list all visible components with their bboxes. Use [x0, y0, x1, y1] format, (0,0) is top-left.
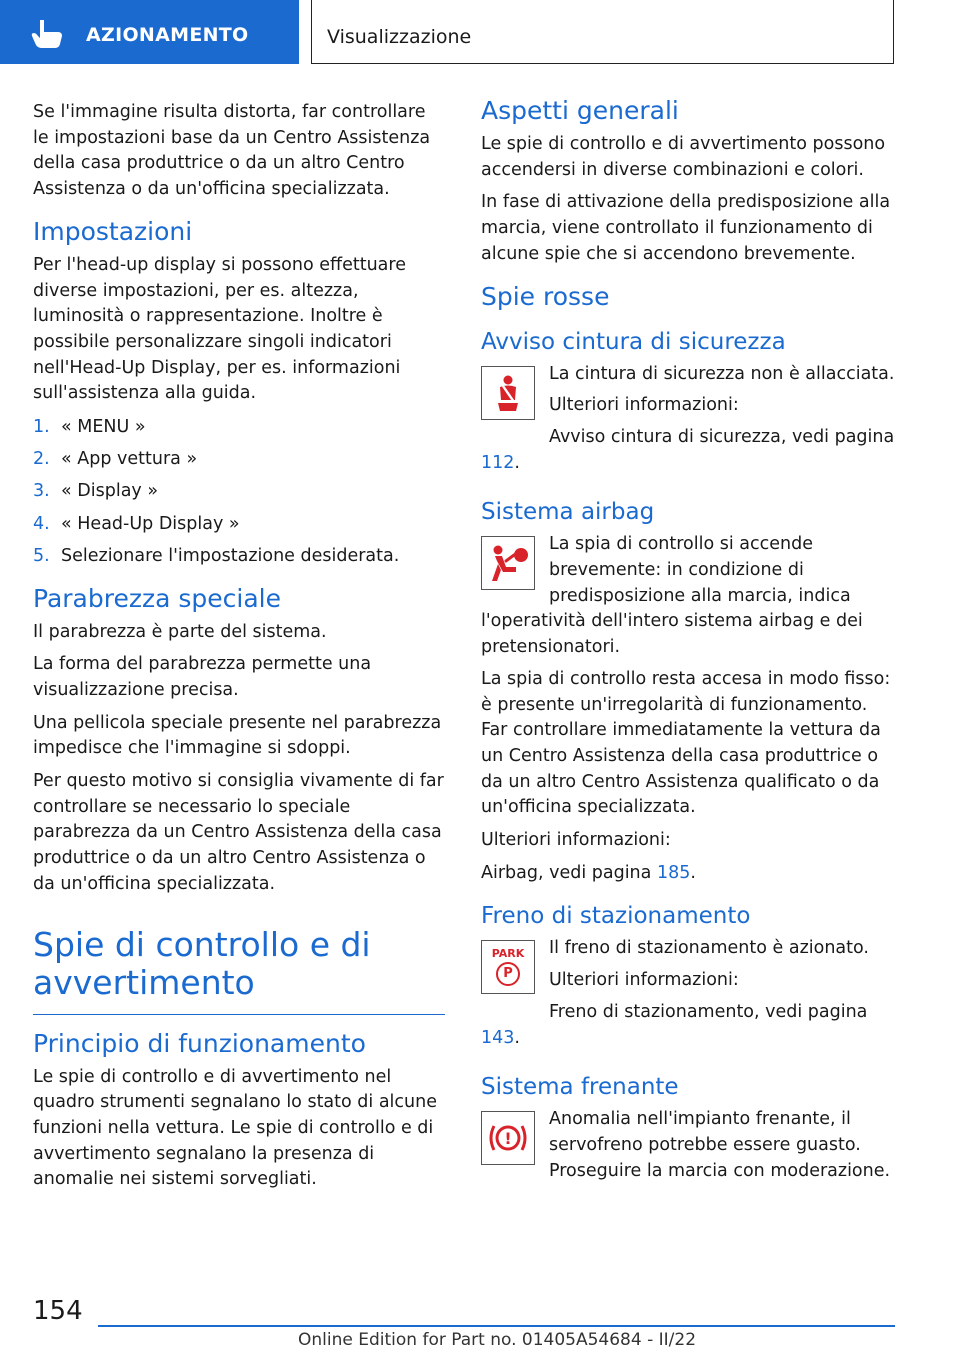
principle-paragraph: Le spie di controllo e di avvertimento nel quadro strumenti segnalano lo stato di alcune funzioni nella vettura. Le spie di controllo e di avvertimento segnalano la presenza di anomalie nei sistemi sorvegliati.: [33, 1066, 437, 1190]
brake-heading: Sistema frenante: [481, 1074, 679, 1101]
seatbelt-lamp: [481, 362, 895, 483]
svg-text:!: !: [504, 1129, 512, 1149]
general-paragraph: Le spie di controllo e di avvertimento possono accendersi in diverse combinazioni e colori.: [481, 134, 886, 180]
page-header: [311, 0, 894, 64]
seatbelt-reference: Avviso cintura di sicurezza, vedi pagina 112.: [481, 426, 895, 473]
footer-edition: Online Edition for Part no. 01405A54684 - II/22: [298, 1330, 697, 1350]
right-column: [481, 96, 895, 1190]
settings-heading: Impostazioni: [33, 216, 193, 246]
chapter-title: Spie di controllo e di avvertimento: [33, 926, 445, 1015]
parking-lamp: [481, 936, 895, 1057]
hand-icon: [30, 18, 64, 50]
page-link[interactable]: 185: [656, 862, 691, 883]
windshield-paragraph: Una pellicola speciale presente nel parabrezza impedisce che l'immagine si sdoppi.: [33, 712, 442, 759]
airbag-text-2: La spia di controllo resta accesa in modo fisso: è presente un'irregolarità di funzionamento. Far controllare immediatamente la vettura da un Centro Assistenza della casa produttrice o da un altro Centro Assistenza qualificato o da un'officina specializzata.: [481, 668, 891, 818]
general-paragraph: In fase di attivazione della predisposizione alla marcia, viene controllato il funzionamento di alcune spie che si accendono brevemente.: [481, 192, 891, 264]
brake-warning-icon: [481, 1111, 535, 1165]
airbag-reference: Airbag, vedi pagina 185.: [481, 862, 696, 883]
general-heading: Aspetti generali: [481, 96, 679, 125]
list-item: 1. « MENU »: [33, 417, 146, 438]
brake-lamp: [481, 1107, 895, 1190]
list-item: 4. « Head-Up Display »: [33, 513, 240, 534]
list-item: 2. « App vettura »: [33, 449, 198, 470]
left-column: [33, 100, 445, 1200]
parking-more: Ulteriori informazioni:: [549, 970, 739, 991]
section-tab: [0, 0, 299, 64]
page-title: Visualizzazione: [327, 26, 472, 48]
windshield-paragraph: Per questo motivo si consiglia vivamente di far controllare se necessario lo speciale parabrezza da un Centro Assistenza della casa produttrice o da un altro Centro Assistenza o da un'officina specializzata.: [33, 771, 444, 894]
parking-reference: Freno di stazionamento, vedi pagina 143.: [481, 1001, 868, 1048]
seatbelt-more: Ulteriori informazioni:: [549, 395, 739, 416]
seatbelt-warning-icon: [481, 366, 535, 420]
parking-heading: Freno di stazionamento: [481, 903, 751, 930]
red-lamps-heading: Spie rosse: [481, 281, 610, 311]
airbag-more: Ulteriori informazioni:: [481, 830, 671, 851]
settings-paragraph: Per l'head-up display si possono effettuare diverse impostazioni, per es. altezza, luminosità o rappresentazione. Inoltre è possibile personalizzare singoli indicatori nell'Head-Up Display, per es. informazioni sull'assistenza alla guida.: [33, 254, 406, 404]
windshield-paragraph: Il parabrezza è parte del sistema.: [33, 621, 327, 642]
page-link[interactable]: 143: [481, 1027, 515, 1048]
settings-steps: [33, 415, 445, 570]
principle-heading: Principio di funzionamento: [33, 1028, 366, 1058]
airbag-lamp: [481, 532, 895, 667]
section-label: AZIONAMENTO: [86, 24, 249, 46]
footer-divider: [98, 1325, 895, 1327]
airbag-icon: [481, 536, 535, 590]
intro-paragraph: Se l'immagine risulta distorta, far controllare le impostazioni base da un Centro Assistenza della casa produttrice o da un altro Centro Assistenza o da un'officina specializzata.: [33, 102, 431, 200]
list-item: 5. Selezionare l'impostazione desiderata.: [33, 545, 400, 566]
windshield-paragraph: La forma del parabrezza permette una visualizzazione precisa.: [33, 654, 372, 700]
seatbelt-text: La cintura di sicurezza non è allacciata.: [549, 363, 895, 384]
airbag-text: La spia di controllo si accende brevemente: in condizione di predisposizione alla marcia, indica l'operatività dell'intero sistema airbag e dei pretensionatori.: [481, 534, 863, 658]
parking-text: Il freno di stazionamento è azionato.: [549, 938, 869, 959]
seatbelt-heading: Avviso cintura di sicurezza: [481, 328, 786, 355]
page-link[interactable]: 112: [481, 452, 515, 473]
page-number: 154: [33, 1296, 83, 1326]
windshield-heading: Parabrezza speciale: [33, 583, 281, 613]
brake-text: Anomalia nell'impianto frenante, il servofreno potrebbe essere guasto. Proseguire la marcia con moderazione.: [549, 1109, 891, 1181]
list-item: 3. « Display »: [33, 481, 159, 502]
parking-brake-icon: PARK P: [481, 940, 535, 994]
airbag-heading: Sistema airbag: [481, 499, 655, 526]
